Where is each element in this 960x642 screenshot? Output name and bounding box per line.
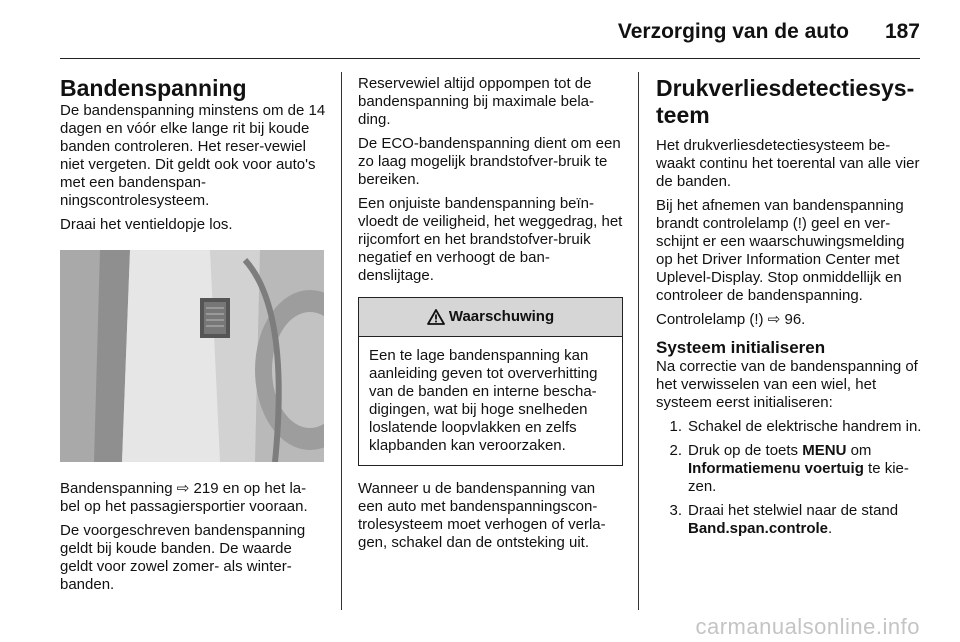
paragraph: Wanneer u de bandenspanning van een auto met bandenspanningscon-trolesysteem moet verhogen of verla-gen, schakel dan de ontsteking uit. — [358, 480, 606, 551]
paragraph: Na correctie van de bandenspanning of het verwisselen van een wiel, het systeem eerst initialiseren: — [656, 358, 918, 411]
page-reference-arrow-icon: ⇨ — [767, 311, 781, 328]
heading-drukverliesdetectiesysteem: Drukverliesdetectiesys-teem — [656, 75, 915, 128]
heading-bandenspanning: Bandenspanning — [60, 75, 247, 101]
menu-item-label: Informatiemenu voertuig — [688, 460, 864, 477]
door-label-illustration — [60, 250, 324, 462]
paragraph: De bandenspanning minstens om de 14 dagen en vóór elke lange rit bij koude banden controleren. Het reser-vewiel niet vergeten. Dit geldt ook voor auto's met een bandenspan-ningscontrolesysteem. — [60, 102, 326, 209]
list-item: 1. Schakel de elektrische handrem in. — [669, 418, 922, 435]
page-reference-arrow-icon: ⇨ — [176, 480, 190, 497]
list-item: 2. Druk op de toets MENU om Informatiemenu voertuig te kie-zen. — [669, 442, 909, 495]
tyre-pressure-warning-icon: (!) — [792, 215, 807, 232]
header-rule — [60, 58, 920, 59]
paragraph: Een onjuiste bandenspanning beïn-vloedt de veiligheid, het weggedrag, het rijcomfort en het brandstofver-bruik negatief en verhoogt de ban-denslijtage. — [358, 195, 623, 284]
subheading-systeem-initialiseren: Systeem initialiseren — [656, 338, 826, 357]
paragraph: Draai het ventieldopje los. — [60, 216, 233, 233]
warning-box — [358, 297, 623, 466]
warning-title: Waarschuwing — [448, 308, 555, 325]
column-1 — [60, 75, 326, 600]
steps-list — [656, 418, 922, 538]
paragraph: Het drukverliesdetectiesysteem be-waakt continu het toerental van alle vier de banden. — [656, 137, 920, 190]
door-label-photo — [60, 250, 324, 462]
warning-text: Een te lage bandenspanning kan aanleiding geven tot oververhitting van de banden en interne bescha-digingen, wat bij hoge snelheden loslatende loopvlakken en zelfs klapbanden kan veroorzaken. — [369, 347, 598, 454]
paragraph: De voorgeschreven bandenspanning geldt bij koude banden. De waarde geldt voor zowel zomer- als winter-banden. — [60, 522, 306, 593]
menu-button-label: MENU — [802, 442, 847, 459]
paragraph: Controlelamp (!) ⇨ 96. — [656, 311, 806, 328]
warning-triangle-icon — [427, 309, 445, 325]
page-header — [60, 14, 920, 50]
tyre-pressure-warning-icon: (!) — [749, 311, 764, 328]
photo-caption: Bandenspanning ⇨ 219 en op het la-bel op het passagiersportier vooraan. — [60, 480, 308, 515]
column-2 — [358, 75, 623, 558]
page-number: 187 — [884, 20, 920, 43]
setting-label: Band.span.controle — [688, 520, 829, 537]
column-divider — [341, 72, 342, 610]
warning-header — [359, 298, 622, 337]
paragraph: Reservewiel altijd oppompen tot de bandenspanning bij maximale bela-ding. — [358, 75, 594, 128]
column-3 — [656, 75, 922, 544]
paragraph: De ECO-bandenspanning dient om een zo laag mogelijk brandstofver-bruik te bereiken. — [358, 135, 621, 188]
list-item: 3. Draai het stelwiel naar de stand Band.span.controle. — [669, 502, 899, 537]
paragraph: Bij het afnemen van bandenspanning brandt controlelamp (!) geel en ver-schijnt er een waarschuwingsmelding op het Driver Information Center met Uplevel-Display. Stop onmiddellijk en controleer de bandenspanning. — [656, 197, 905, 304]
section-title: Verzorging van de auto — [617, 20, 849, 43]
column-divider — [638, 72, 639, 610]
watermark: carmanualsonline.info — [695, 614, 920, 639]
